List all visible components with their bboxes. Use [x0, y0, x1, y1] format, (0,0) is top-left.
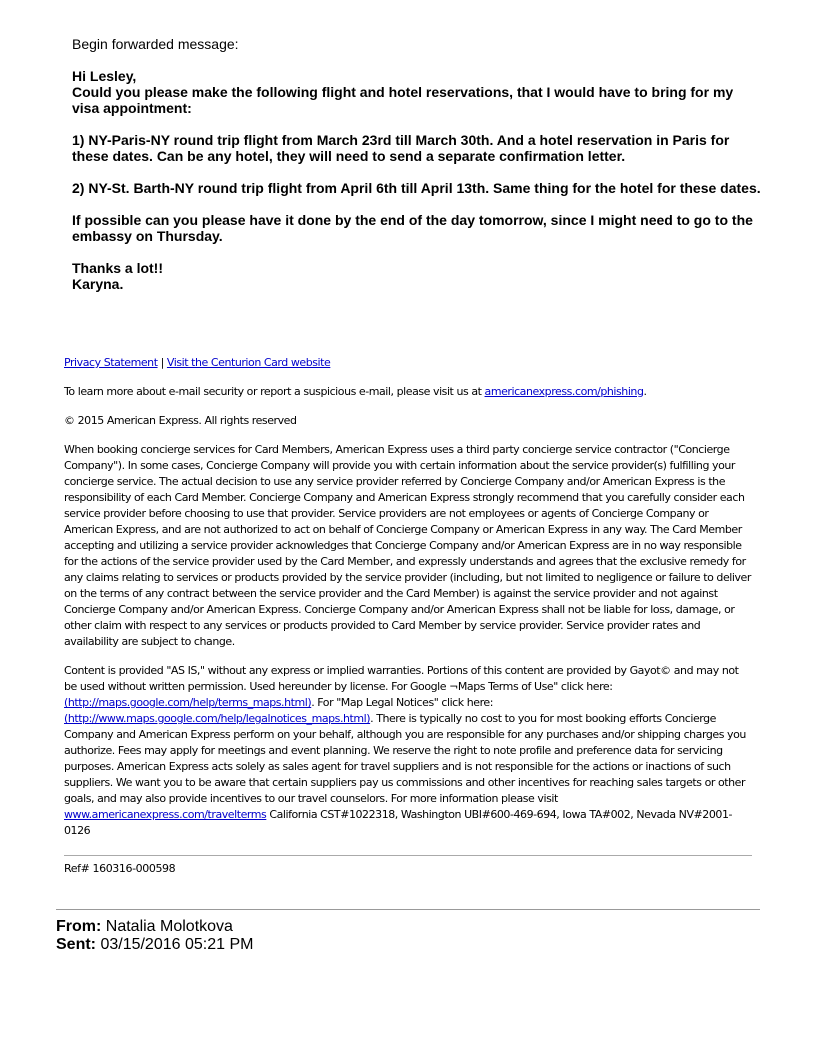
- forward-intro: Begin forwarded message:: [72, 36, 239, 52]
- security-period: .: [643, 385, 647, 398]
- sent-value: 03/15/2016 05:21 PM: [96, 936, 254, 953]
- sent-line: [56, 936, 253, 954]
- sent-label: Sent:: [56, 936, 96, 953]
- request-item-1: 1) NY-Paris-NY round trip flight from March 23rd till March 30th. And a hotel reservation in Paris for these dates. Can be any hotel, they will need to send a separate confirmation letter.: [72, 132, 730, 164]
- content-text-4: California CST#1022318, Washington UBI#600-469-694, Iowa TA#002, Nevada NV#2001-0126: [64, 808, 733, 837]
- footer-divider: [64, 855, 752, 856]
- security-notice: [64, 384, 754, 400]
- email-footer: [64, 355, 754, 852]
- deadline-text: If possible can you please have it done by the end of the day tomorrow, since I might need to go to the embassy on Thursday.: [72, 212, 753, 244]
- greeting: Hi Lesley,: [72, 68, 137, 84]
- centurion-website-link[interactable]: Visit the Centurion Card website: [166, 356, 331, 369]
- privacy-statement-link[interactable]: Privacy Statement: [64, 356, 158, 369]
- maps-legal-link[interactable]: (http://www.maps.google.com/help/legalnotices_maps.html): [64, 712, 371, 725]
- travelterms-link[interactable]: www.americanexpress.com/travelterms: [64, 808, 267, 821]
- content-text-2: . For "Map Legal Notices" click here:: [311, 696, 493, 709]
- request-item-2: 2) NY-St. Barth-NY round trip flight from April 6th till April 13th. Same thing for the hotel for these dates.: [72, 180, 761, 196]
- concierge-disclaimer: When booking concierge services for Card Members, American Express uses a third party concierge service contractor ("Concierge Company"). In some cases, Concierge Company will provide you with certain information about the service provider(s) fulfilling your concierge service. The actual decision to use any service provider referred by Concierge Company and/or American Express is the responsibility of each Card Member. Concierge Company and American Express strongly recommend that you carefully consider each service provider before choosing to use that provider. Service providers are not employees or agents of Concierge Company or American Express, and are not authorized to act on behalf of Concierge Company or American Express in any way. The Card Member accepting and utilizing a service provider acknowledges that Concierge Company and/or American Express are in no way responsible for the actions of the service provider used by the Card Member, and expressly understands and agrees that the exclusive remedy for any claims relating to services or products provided by the service provider (including, but not limited to negligence or failure to deliver on the terms of any contract between the service provider and the Card Member) is against the service provider and not against Concierge Company and/or American Express. Concierge Company and/or American Express shall not be liable for loss, damage, or other claim with respect to any services or products provided to Card Member by service provider. Service provider rates and availability are subject to change.: [64, 443, 751, 648]
- message-header: [56, 918, 253, 954]
- link-separator: |: [160, 356, 164, 369]
- from-label: From:: [56, 918, 102, 935]
- signature: Karyna.: [72, 276, 124, 292]
- from-value: Natalia Molotkova: [101, 918, 233, 935]
- phishing-link[interactable]: americanexpress.com/phishing: [484, 385, 644, 398]
- copyright: © 2015 American Express. All rights reserved: [64, 414, 297, 427]
- footer-links: [64, 355, 754, 371]
- forwarded-message: [72, 36, 762, 292]
- reference-number: Ref# 160316-000598: [64, 862, 176, 875]
- content-text-1: Content is provided "AS IS," without any express or implied warranties. Portions of this content are provided by Gayot© and may not be used without written permission. Used hereunder by license. For Google ¬Maps Terms of Use" click here:: [64, 664, 739, 693]
- maps-terms-link[interactable]: (http://maps.google.com/help/terms_maps.html): [64, 696, 312, 709]
- security-text: To learn more about e-mail security or report a suspicious e-mail, please visit us at: [64, 385, 485, 398]
- header-divider: [56, 909, 760, 910]
- from-line: [56, 918, 253, 936]
- content-text-3: . There is typically no cost to you for most booking efforts Concierge Company and American Express perform on your behalf, although you are responsible for any purchases and/or shipping charges you authorize. Fees may apply for meetings and event planning. We reserve the right to note profile and preference data for servicing purposes. American Express acts solely as sales agent for travel suppliers and is not responsible for the actions or inactions of such suppliers. We want you to be aware that certain suppliers pay us commissions and other incentives for reaching sales targets or other goals, and may also provide incentives to our travel counselors. For more information please visit: [64, 712, 746, 805]
- content-disclaimer: [64, 663, 754, 839]
- thanks-text: Thanks a lot!!: [72, 260, 164, 276]
- request-text: Could you please make the following flight and hotel reservations, that I would have to bring for my visa appointment:: [72, 84, 734, 116]
